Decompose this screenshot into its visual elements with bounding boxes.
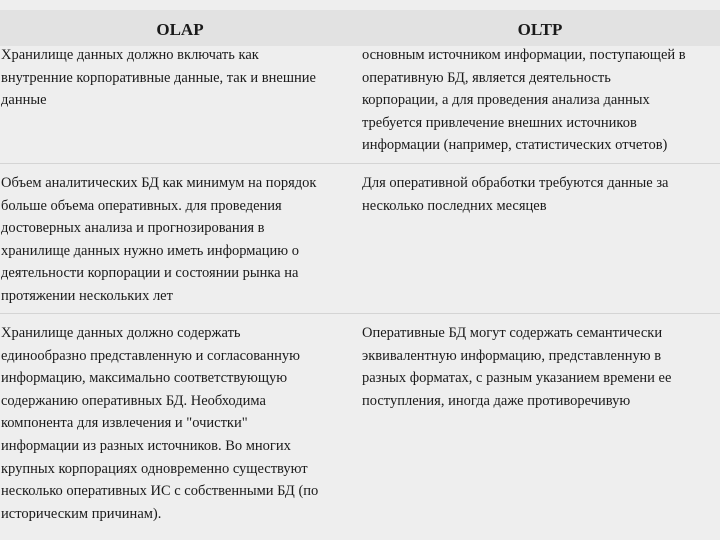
row-divider <box>0 163 720 164</box>
row2-oltp-line: несколько последних месяцев <box>362 197 547 214</box>
row1-oltp-line: оперативную БД, является деятельность <box>362 69 611 86</box>
row2-olap-line: достоверных анализа и прогнозирования в <box>1 220 265 237</box>
header-olap: OLAP <box>156 20 204 39</box>
row1-oltp-line: основным источником информации, поступающей в <box>362 47 686 63</box>
row2-olap-line: больше объема оперативных. для проведения <box>1 197 282 214</box>
row3-olap-cell <box>1 322 357 525</box>
row2-olap-line: Объем аналитических БД как минимум на порядок <box>1 175 317 191</box>
row3-oltp-line: Оперативные БД могут содержать семантически <box>362 325 663 341</box>
row3-olap-line: Хранилище данных должно содержать <box>1 325 241 341</box>
row1-olap-cell <box>1 44 357 112</box>
row1-oltp-line: информации (например, статистических отчетов) <box>362 137 668 154</box>
row1-oltp-line: корпорации, а для проведения анализа данных <box>362 92 650 109</box>
table-header <box>0 10 720 46</box>
row1-olap-line: данные <box>1 92 47 109</box>
row3-oltp-line: разных форматах, с разным указанием времени ее <box>362 370 672 387</box>
row1-oltp-line: требуется привлечение внешних источников <box>362 114 637 131</box>
header-oltp: OLTP <box>517 20 563 39</box>
row-divider <box>0 313 720 314</box>
row1-oltp-cell <box>362 44 720 157</box>
row3-oltp-line: поступления, иногда даже противоречивую <box>362 392 631 409</box>
row2-olap-line: хранилище данных нужно иметь информацию о <box>1 242 299 259</box>
row3-olap-line: историческим причинам). <box>1 505 162 522</box>
row3-olap-line: компонента для извлечения и "очистки" <box>1 415 248 432</box>
row1-olap-line: Хранилище данных должно включать как <box>1 47 259 63</box>
row2-olap-line: протяжении нескольких лет <box>1 287 173 304</box>
row2-olap-cell <box>1 172 357 308</box>
row3-olap-line: информации из разных источников. Во многих <box>1 437 291 454</box>
row2-olap-line: деятельности корпорации и состоянии рынка на <box>1 265 299 282</box>
row3-olap-line: единообразно представленную и согласованную <box>1 347 300 364</box>
row3-olap-line: крупных корпорациях одновременно существуют <box>1 460 308 477</box>
row3-olap-line: информацию, максимально соответствующую <box>1 370 288 387</box>
row3-oltp-line: эквивалентную информацию, представленную в <box>362 347 662 364</box>
row3-olap-line: содержанию оперативных БД. Необходима <box>1 392 266 409</box>
row2-oltp-line: Для оперативной обработки требуются данные за <box>362 175 669 191</box>
row2-oltp-cell <box>362 172 720 217</box>
row1-olap-line: внутренние корпоративные данные, так и внешние <box>1 69 316 86</box>
row3-olap-line: несколько оперативных ИС с собственными БД (по <box>1 483 319 500</box>
row3-oltp-cell <box>362 322 720 412</box>
